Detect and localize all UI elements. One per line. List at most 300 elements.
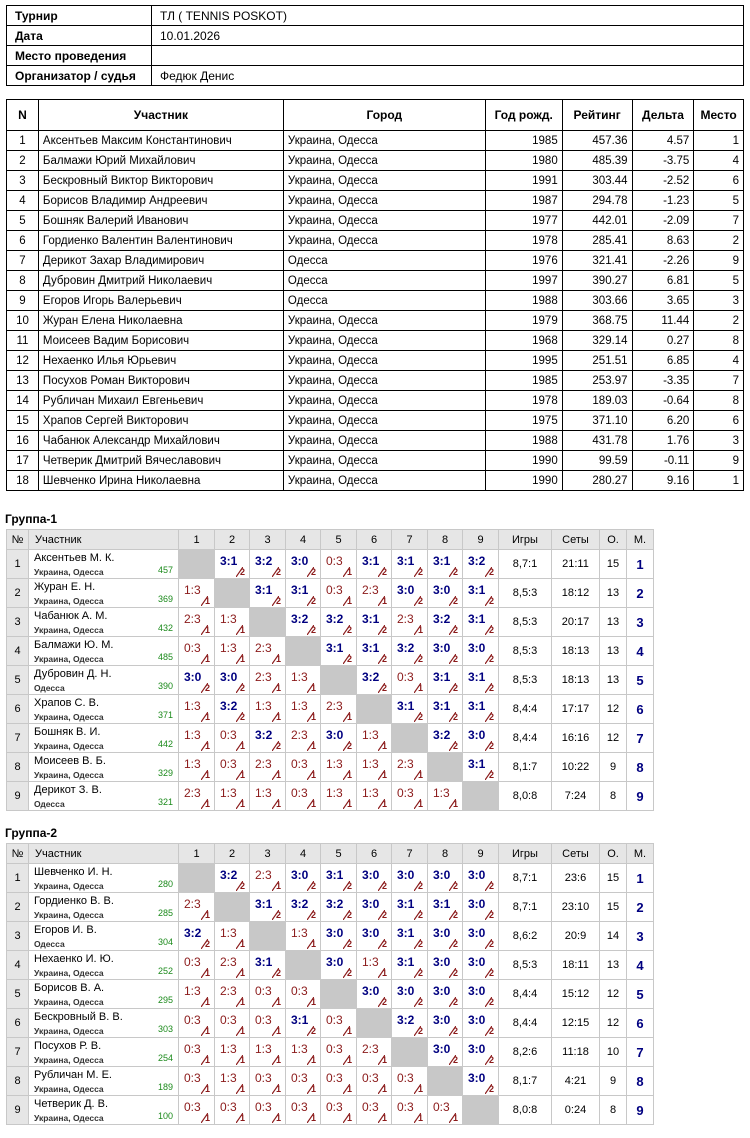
- player-name: Бошняк В. И.: [34, 726, 101, 738]
- match-score: 2:3: [255, 641, 272, 655]
- group-header: 2: [215, 844, 250, 864]
- match-result-cell: [215, 666, 250, 695]
- match-points: 2: [275, 910, 281, 920]
- table-row: [7, 637, 654, 666]
- match-result-cell: [321, 1067, 357, 1096]
- participant-cell: 4: [694, 151, 744, 171]
- match-points: 2: [488, 968, 494, 978]
- participant-cell: 6.20: [632, 411, 694, 431]
- participant-cell: Украина, Одесса: [283, 431, 485, 451]
- match-points: 1: [204, 1084, 210, 1094]
- match-points: 2: [417, 1026, 423, 1036]
- group-header: М.: [627, 530, 654, 550]
- participant-cell: 8.63: [632, 231, 694, 251]
- match-points: 2: [417, 939, 423, 949]
- match-result-cell: [321, 550, 357, 579]
- table-row: [7, 579, 654, 608]
- player-rating: 371: [157, 710, 173, 720]
- match-score: 1:3: [362, 757, 379, 771]
- match-points: 2: [275, 596, 281, 606]
- match-score: 0:3: [397, 1100, 414, 1114]
- player-rating: 369: [157, 594, 173, 604]
- participant-cell: Украина, Одесса: [283, 171, 485, 191]
- match-result-cell: [215, 782, 250, 811]
- match-result-cell: [250, 579, 286, 608]
- match-points: 2: [488, 654, 494, 664]
- points-cell: 12: [600, 724, 627, 753]
- points-cell: 8: [600, 1096, 627, 1125]
- match-points: 2: [381, 567, 387, 577]
- match-points: 1: [239, 968, 245, 978]
- match-score: 3:0: [468, 1013, 486, 1027]
- games-cell: 8,4:4: [499, 980, 552, 1009]
- match-result-cell: [250, 1067, 286, 1096]
- match-result-cell: [215, 980, 250, 1009]
- row-number: 4: [7, 637, 29, 666]
- match-points: 2: [417, 968, 423, 978]
- participant-cell: 253.97: [562, 371, 632, 391]
- self-match-cell: [215, 893, 250, 922]
- participant-cell: 9: [694, 451, 744, 471]
- table-row: [7, 451, 744, 471]
- games-cell: 8,5:3: [499, 637, 552, 666]
- participant-cell: Четверик Дмитрий Вячеславович: [38, 451, 283, 471]
- match-points: 2: [488, 596, 494, 606]
- tournament-info-table: [6, 5, 744, 86]
- match-score: 3:0: [433, 583, 451, 597]
- match-result-cell: [463, 724, 499, 753]
- match-score: 0:3: [184, 1013, 201, 1027]
- player-city: Украина, Одесса: [34, 567, 104, 577]
- self-match-cell: [357, 695, 392, 724]
- player-cell: [29, 1067, 179, 1096]
- participant-cell: 3.65: [632, 291, 694, 311]
- match-points: 1: [204, 1026, 210, 1036]
- table-row: [7, 211, 744, 231]
- player-city: Украина, Одесса: [34, 968, 104, 978]
- table-row: [7, 251, 744, 271]
- games-cell: 8,5:3: [499, 951, 552, 980]
- table-row: [7, 411, 744, 431]
- self-match-cell: [463, 782, 499, 811]
- match-result-cell: [215, 864, 250, 893]
- participant-cell: 321.41: [562, 251, 632, 271]
- player-name: Аксентьев М. К.: [34, 552, 115, 564]
- group-header: Игры: [499, 530, 552, 550]
- match-points: 1: [239, 939, 245, 949]
- match-points: 2: [417, 567, 423, 577]
- match-score: 1:3: [291, 1042, 308, 1056]
- info-label: Организатор / судья: [7, 66, 152, 86]
- participant-cell: 1980: [485, 151, 562, 171]
- group-header: 8: [428, 530, 463, 550]
- games-cell: 8,4:4: [499, 724, 552, 753]
- match-score: 1:3: [291, 699, 308, 713]
- player-city: Украина, Одесса: [34, 997, 104, 1007]
- match-result-cell: [392, 753, 428, 782]
- match-result-cell: [286, 1009, 321, 1038]
- group-header: 6: [357, 530, 392, 550]
- participant-cell: 6.81: [632, 271, 694, 291]
- place-cell: 8: [627, 753, 654, 782]
- match-score: 1:3: [220, 786, 237, 800]
- sets-cell: 20:9: [552, 922, 600, 951]
- player-cell: [29, 1038, 179, 1067]
- participant-cell: 99.59: [562, 451, 632, 471]
- table-row: [7, 151, 744, 171]
- match-points: 1: [346, 596, 352, 606]
- participant-cell: 18: [7, 471, 39, 491]
- match-points: 1: [239, 770, 245, 780]
- match-points: 2: [452, 1026, 458, 1036]
- row-number: 9: [7, 782, 29, 811]
- match-points: 1: [275, 683, 281, 693]
- match-result-cell: [321, 864, 357, 893]
- match-result-cell: [357, 608, 392, 637]
- match-result-cell: [357, 893, 392, 922]
- participant-cell: Украина, Одесса: [283, 191, 485, 211]
- participant-cell: 9: [694, 251, 744, 271]
- match-points: 2: [417, 596, 423, 606]
- participant-cell: 11.44: [632, 311, 694, 331]
- participant-cell: 7: [694, 371, 744, 391]
- row-number: 6: [7, 1009, 29, 1038]
- row-number: 2: [7, 893, 29, 922]
- match-result-cell: [286, 695, 321, 724]
- match-score: 0:3: [326, 1013, 343, 1027]
- match-points: 1: [381, 1055, 387, 1065]
- participant-cell: 1990: [485, 471, 562, 491]
- participant-cell: 9.16: [632, 471, 694, 491]
- player-name: Моисеев В. Б.: [34, 755, 106, 767]
- match-points: 1: [381, 968, 387, 978]
- match-points: 1: [381, 799, 387, 809]
- participant-cell: 431.78: [562, 431, 632, 451]
- place-cell: 7: [627, 1038, 654, 1067]
- match-points: 1: [204, 596, 210, 606]
- match-result-cell: [392, 1067, 428, 1096]
- table-row: [7, 171, 744, 191]
- match-score: 2:3: [184, 897, 201, 911]
- participant-cell: 12: [7, 351, 39, 371]
- match-score: 2:3: [184, 786, 201, 800]
- match-points: 2: [452, 712, 458, 722]
- sets-cell: 18:13: [552, 637, 600, 666]
- self-match-cell: [215, 579, 250, 608]
- sets-cell: 17:17: [552, 695, 600, 724]
- participant-cell: 5: [694, 271, 744, 291]
- info-row: [7, 66, 744, 86]
- match-result-cell: [357, 637, 392, 666]
- row-number: 6: [7, 695, 29, 724]
- match-result-cell: [463, 980, 499, 1009]
- table-row: [7, 471, 744, 491]
- match-score: 2:3: [255, 868, 272, 882]
- match-points: 1: [310, 712, 316, 722]
- match-score: 0:3: [220, 757, 237, 771]
- player-cell: [29, 724, 179, 753]
- table-row: [7, 131, 744, 151]
- match-score: 3:1: [397, 955, 415, 969]
- sets-cell: 12:15: [552, 1009, 600, 1038]
- table-row: [7, 724, 654, 753]
- match-result-cell: [286, 724, 321, 753]
- participant-cell: 285.41: [562, 231, 632, 251]
- match-points: 1: [239, 799, 245, 809]
- match-score: 0:3: [255, 984, 272, 998]
- player-city: Украина, Одесса: [34, 1084, 104, 1094]
- match-points: 1: [204, 770, 210, 780]
- participant-cell: 2: [694, 311, 744, 331]
- match-points: 1: [346, 1113, 352, 1123]
- match-result-cell: [179, 608, 215, 637]
- match-score: 1:3: [255, 699, 272, 713]
- participant-cell: Одесса: [283, 271, 485, 291]
- match-result-cell: [179, 1038, 215, 1067]
- participant-cell: 2: [694, 231, 744, 251]
- match-result-cell: [179, 695, 215, 724]
- match-score: 3:0: [397, 868, 415, 882]
- table-row: [7, 608, 654, 637]
- match-result-cell: [179, 579, 215, 608]
- participant-cell: Рубличан Михаил Евгеньевич: [38, 391, 283, 411]
- player-city: Украина, Одесса: [34, 881, 104, 891]
- match-points: 1: [417, 799, 423, 809]
- table-row: [7, 191, 744, 211]
- match-points: 1: [239, 997, 245, 1007]
- player-name: Дубровин Д. Н.: [34, 668, 112, 680]
- player-rating: 254: [157, 1053, 173, 1063]
- group-header: 8: [428, 844, 463, 864]
- match-points: 1: [310, 1084, 316, 1094]
- place-cell: 8: [627, 1067, 654, 1096]
- match-score: 0:3: [326, 1100, 343, 1114]
- table-row: [7, 1096, 654, 1125]
- sets-cell: 23:6: [552, 864, 600, 893]
- points-cell: 13: [600, 608, 627, 637]
- player-rating: 329: [157, 768, 173, 778]
- match-result-cell: [215, 695, 250, 724]
- match-result-cell: [392, 782, 428, 811]
- match-points: 2: [488, 939, 494, 949]
- group-header: Сеты: [552, 530, 600, 550]
- table-row: [7, 782, 654, 811]
- match-points: 1: [346, 799, 352, 809]
- match-result-cell: [428, 1009, 463, 1038]
- player-cell: [29, 579, 179, 608]
- participant-cell: 1995: [485, 351, 562, 371]
- match-points: 2: [452, 881, 458, 891]
- match-points: 1: [275, 1113, 281, 1123]
- match-result-cell: [321, 1038, 357, 1067]
- participant-cell: 485.39: [562, 151, 632, 171]
- participant-cell: 9: [7, 291, 39, 311]
- participant-cell: Посухов Роман Викторович: [38, 371, 283, 391]
- table-row: [7, 431, 744, 451]
- points-cell: 10: [600, 1038, 627, 1067]
- match-points: 1: [417, 1113, 423, 1123]
- match-points: 1: [239, 654, 245, 664]
- match-points: 2: [204, 939, 210, 949]
- match-score: 1:3: [184, 984, 201, 998]
- match-result-cell: [321, 1096, 357, 1125]
- match-score: 2:3: [220, 955, 237, 969]
- self-match-cell: [250, 922, 286, 951]
- match-points: 2: [452, 939, 458, 949]
- match-points: 1: [346, 1026, 352, 1036]
- match-points: 1: [346, 567, 352, 577]
- match-result-cell: [321, 579, 357, 608]
- match-score: 3:0: [184, 670, 202, 684]
- match-score: 0:3: [255, 1071, 272, 1085]
- match-score: 3:2: [291, 612, 309, 626]
- match-result-cell: [357, 666, 392, 695]
- match-points: 1: [275, 799, 281, 809]
- participant-cell: 4: [694, 351, 744, 371]
- table-row: [7, 291, 744, 311]
- match-score: 3:2: [468, 554, 486, 568]
- participant-cell: Украина, Одесса: [283, 451, 485, 471]
- match-points: 2: [452, 683, 458, 693]
- match-score: 3:0: [362, 897, 380, 911]
- match-result-cell: [321, 1009, 357, 1038]
- player-cell: [29, 608, 179, 637]
- group-header: 5: [321, 530, 357, 550]
- player-cell: [29, 695, 179, 724]
- participant-cell: 6.85: [632, 351, 694, 371]
- match-points: 2: [381, 939, 387, 949]
- match-points: 2: [488, 625, 494, 635]
- group-header: О.: [600, 530, 627, 550]
- participant-cell: 1987: [485, 191, 562, 211]
- games-cell: 8,6:2: [499, 922, 552, 951]
- match-result-cell: [357, 1067, 392, 1096]
- match-points: 1: [310, 1113, 316, 1123]
- match-score: 0:3: [220, 1100, 237, 1114]
- self-match-cell: [321, 980, 357, 1009]
- match-points: 2: [239, 881, 245, 891]
- match-score: 2:3: [291, 728, 308, 742]
- participant-cell: -1.23: [632, 191, 694, 211]
- match-result-cell: [215, 1096, 250, 1125]
- participant-cell: Шевченко Ирина Николаевна: [38, 471, 283, 491]
- match-score: 1:3: [220, 1071, 237, 1085]
- match-score: 3:1: [291, 583, 309, 597]
- match-result-cell: [428, 608, 463, 637]
- group-header: 4: [286, 844, 321, 864]
- match-result-cell: [250, 782, 286, 811]
- match-score: 3:1: [397, 554, 415, 568]
- match-result-cell: [250, 1096, 286, 1125]
- participant-cell: 7: [694, 211, 744, 231]
- match-result-cell: [463, 695, 499, 724]
- participant-cell: 303.66: [562, 291, 632, 311]
- participant-cell: 11: [7, 331, 39, 351]
- match-score: 0:3: [291, 1100, 308, 1114]
- points-cell: 9: [600, 1067, 627, 1096]
- table-row: [7, 351, 744, 371]
- match-score: 1:3: [255, 786, 272, 800]
- participant-cell: -2.09: [632, 211, 694, 231]
- match-score: 3:0: [468, 926, 486, 940]
- match-points: 2: [452, 596, 458, 606]
- match-result-cell: [250, 666, 286, 695]
- participant-cell: 442.01: [562, 211, 632, 231]
- participant-cell: Украина, Одесса: [283, 131, 485, 151]
- player-city: Одесса: [34, 799, 65, 809]
- sets-cell: 15:12: [552, 980, 600, 1009]
- match-result-cell: [215, 951, 250, 980]
- self-match-cell: [286, 951, 321, 980]
- match-score: 3:0: [326, 955, 344, 969]
- table-row: [7, 666, 654, 695]
- match-score: 3:2: [255, 554, 273, 568]
- match-result-cell: [463, 864, 499, 893]
- match-points: 1: [275, 712, 281, 722]
- match-points: 1: [275, 770, 281, 780]
- match-score: 3:0: [468, 728, 486, 742]
- match-result-cell: [392, 1009, 428, 1038]
- match-result-cell: [392, 1096, 428, 1125]
- match-points: 2: [239, 683, 245, 693]
- match-score: 3:1: [468, 670, 486, 684]
- match-points: 2: [417, 910, 423, 920]
- match-points: 1: [381, 741, 387, 751]
- match-score: 3:1: [433, 554, 451, 568]
- table-row: [7, 1038, 654, 1067]
- player-name: Рубличан М. Е.: [34, 1069, 112, 1081]
- info-label: Дата: [7, 26, 152, 46]
- match-score: 0:3: [184, 1042, 201, 1056]
- match-score: 3:1: [468, 757, 486, 771]
- group-header: 1: [179, 530, 215, 550]
- match-result-cell: [250, 893, 286, 922]
- match-result-cell: [463, 579, 499, 608]
- participant-cell: 1975: [485, 411, 562, 431]
- match-score: 0:3: [184, 1100, 201, 1114]
- player-city: Украина, Одесса: [34, 654, 104, 664]
- match-score: 0:3: [362, 1071, 379, 1085]
- place-cell: 5: [627, 980, 654, 1009]
- games-cell: 8,7:1: [499, 893, 552, 922]
- participant-cell: 6: [694, 171, 744, 191]
- match-result-cell: [392, 579, 428, 608]
- match-score: 0:3: [326, 1071, 343, 1085]
- participant-cell: 2: [7, 151, 39, 171]
- table-row: [7, 753, 654, 782]
- match-result-cell: [321, 922, 357, 951]
- match-result-cell: [428, 951, 463, 980]
- match-points: 2: [239, 567, 245, 577]
- player-city: Украина, Одесса: [34, 712, 104, 722]
- games-cell: 8,7:1: [499, 550, 552, 579]
- match-score: 0:3: [433, 1100, 450, 1114]
- match-points: 1: [346, 770, 352, 780]
- group-1-title: Группа-1: [5, 512, 58, 526]
- match-score: 1:3: [326, 786, 343, 800]
- participant-cell: 280.27: [562, 471, 632, 491]
- match-score: 1:3: [291, 670, 308, 684]
- player-name: Борисов В. А.: [34, 982, 105, 994]
- games-cell: 8,4:4: [499, 695, 552, 724]
- match-score: 3:0: [220, 670, 238, 684]
- match-result-cell: [250, 980, 286, 1009]
- match-points: 1: [346, 1084, 352, 1094]
- match-result-cell: [215, 753, 250, 782]
- player-city: Украина, Одесса: [34, 625, 104, 635]
- match-score: 3:2: [291, 897, 309, 911]
- row-number: 3: [7, 608, 29, 637]
